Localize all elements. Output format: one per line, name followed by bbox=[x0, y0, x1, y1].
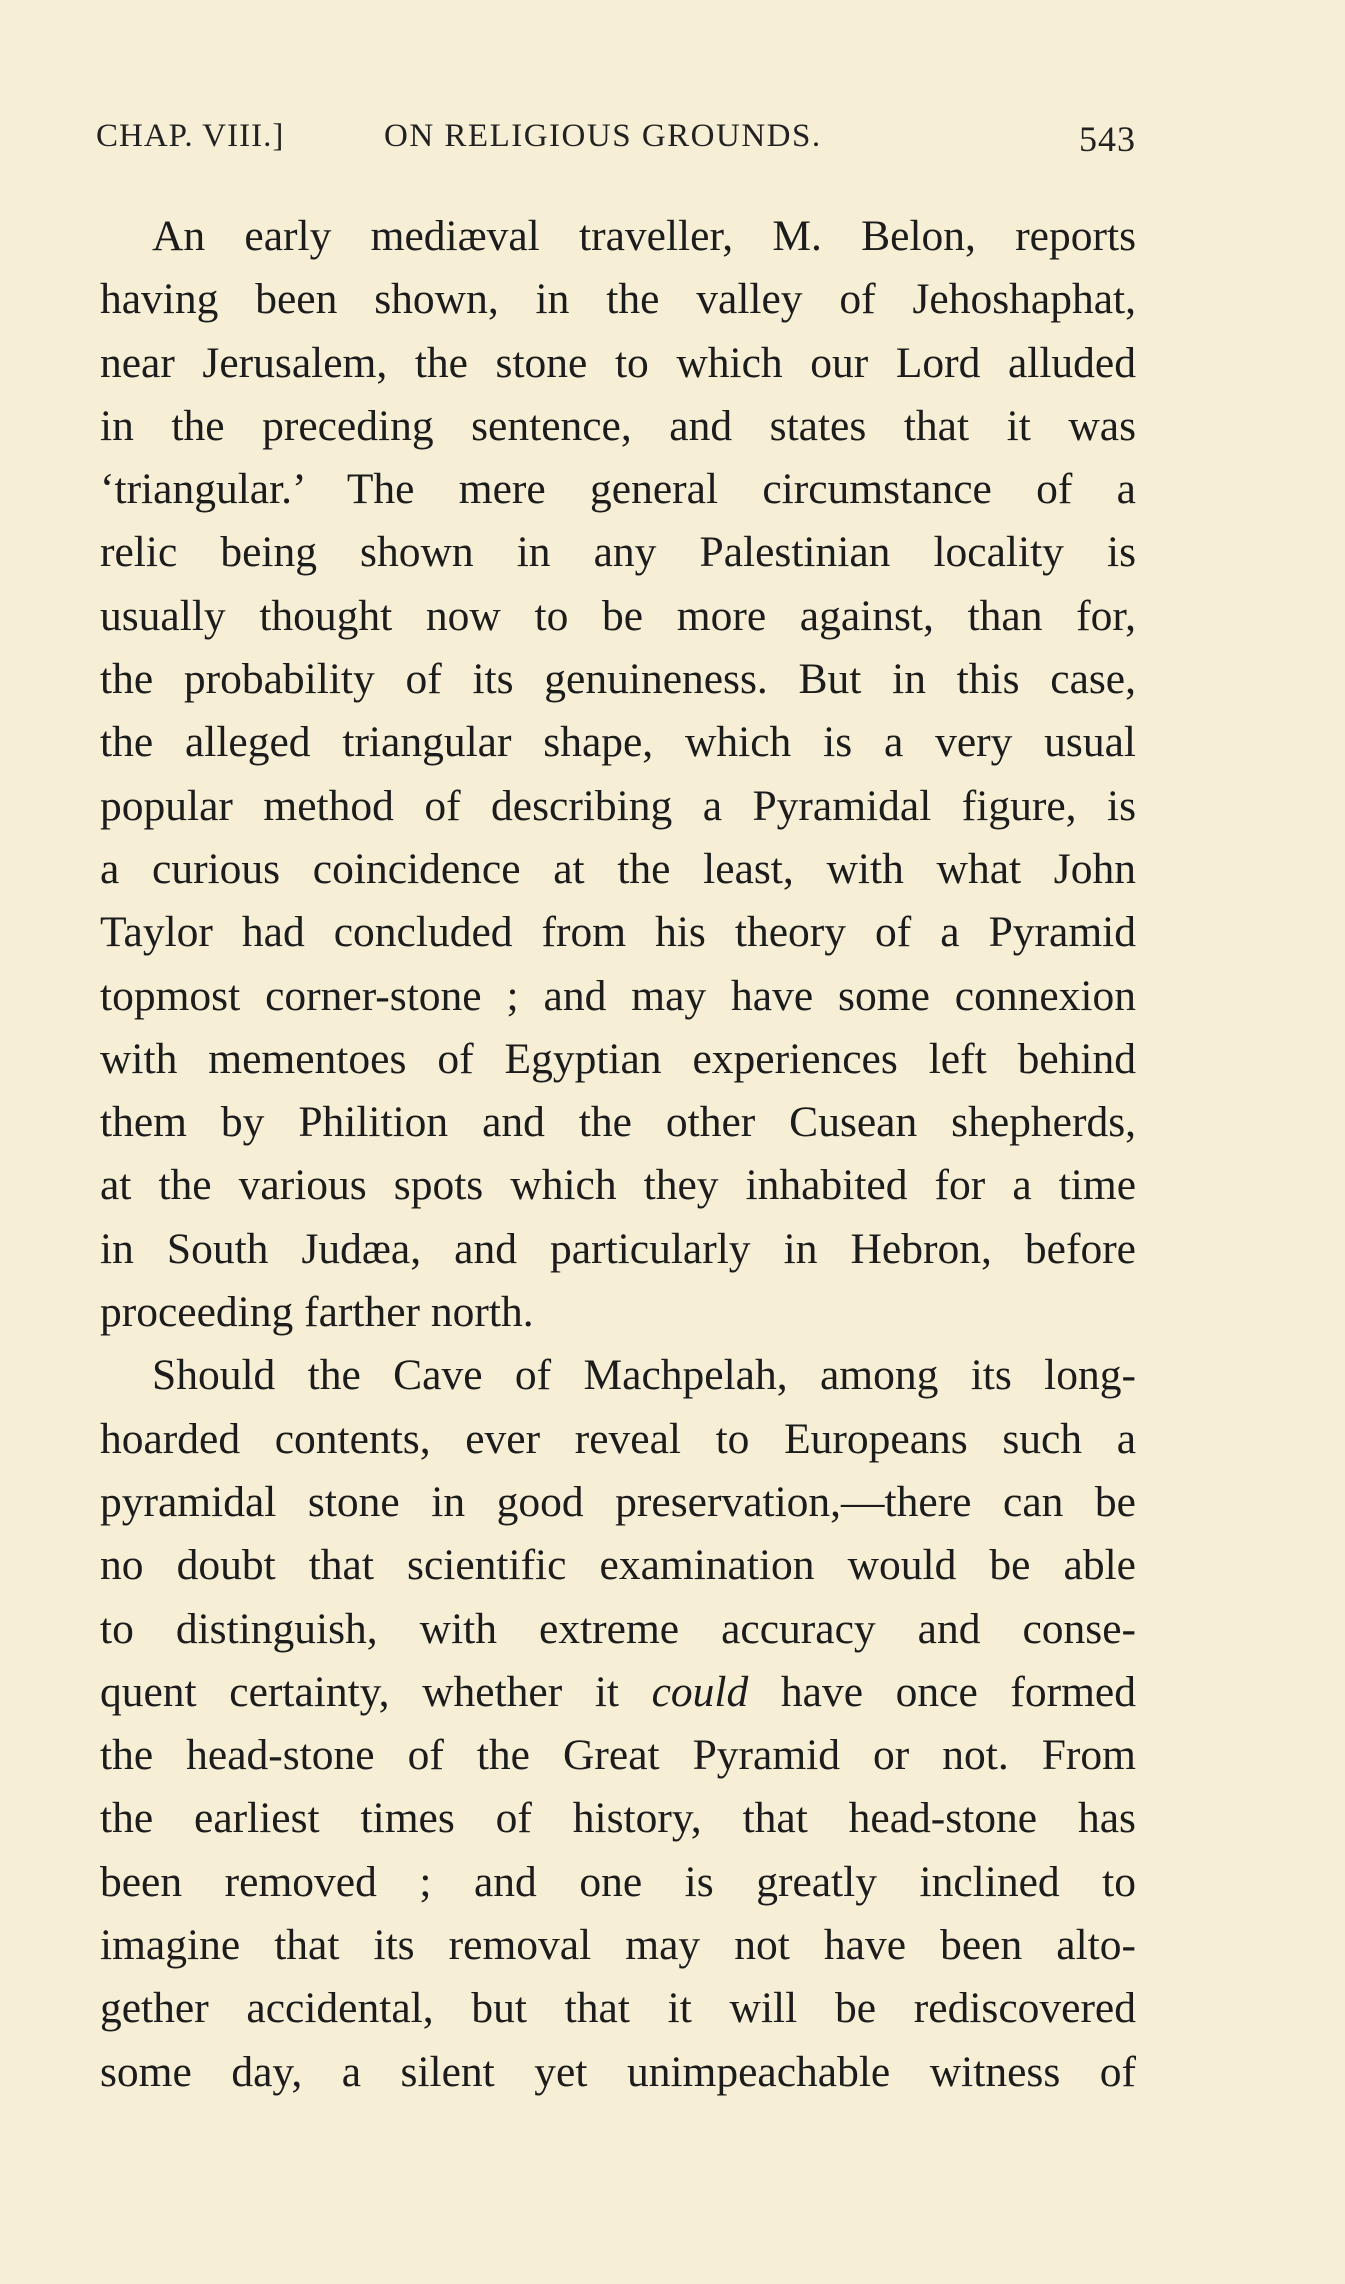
text-line: hoarded contents, ever reveal to Europeans such a bbox=[100, 1414, 1136, 1463]
chapter-label: CHAP. VIII.] bbox=[96, 118, 285, 154]
text-line: An early mediæval traveller, M. Belon, reports bbox=[152, 212, 1136, 260]
page-number: 543 bbox=[1079, 119, 1136, 159]
text-line: at the various spots which they inhabited for a time bbox=[100, 1161, 1136, 1210]
text-line: the head-stone of the Great Pyramid or not. From bbox=[100, 1731, 1136, 1780]
body-text bbox=[100, 205, 1136, 2104]
text-line: no doubt that scientific examination would be able bbox=[100, 1541, 1136, 1590]
text-line: popular method of describing a Pyramidal figure, is bbox=[100, 781, 1136, 830]
text-line: pyramidal stone in good preservation,—there can be bbox=[100, 1477, 1136, 1526]
text-line: gether accidental, but that it will be rediscovered bbox=[100, 1984, 1136, 2033]
text-line: proceeding farther north. bbox=[100, 1288, 534, 1337]
text-line: Should the Cave of Machpelah, among its long- bbox=[152, 1351, 1136, 1400]
text-line: the alleged triangular shape, which is a very usual bbox=[100, 718, 1136, 767]
running-header bbox=[96, 118, 1136, 168]
text-line: ‘triangular.’ The mere general circumstance of a bbox=[100, 465, 1136, 514]
text-line: the earliest times of history, that head-stone has bbox=[100, 1794, 1136, 1843]
text-line: topmost corner-stone ; and may have some connexion bbox=[100, 971, 1136, 1020]
text-line: having been shown, in the valley of Jehoshaphat, bbox=[100, 275, 1136, 324]
italic-word: could bbox=[651, 1667, 749, 1716]
text-line: usually thought now to be more against, than for, bbox=[100, 591, 1136, 640]
running-title: ON RELIGIOUS GROUNDS. bbox=[384, 118, 822, 154]
text-line-with-italic bbox=[100, 1661, 1136, 1724]
text-line: imagine that its removal may not have been alto- bbox=[100, 1921, 1136, 1970]
text-line: them by Philition and the other Cusean shepherds, bbox=[100, 1098, 1136, 1147]
text-line: Taylor had concluded from his theory of a Pyramid bbox=[100, 908, 1136, 957]
text-line: a curious coincidence at the least, with what John bbox=[100, 844, 1136, 893]
text-line: to distinguish, with extreme accuracy and conse- bbox=[100, 1604, 1136, 1653]
text-line: some day, a silent yet unimpeachable witness of bbox=[100, 2047, 1136, 2096]
text-line: the probability of its genuineness. But in this case, bbox=[100, 655, 1136, 704]
text-line: with mementoes of Egyptian experiences left behind bbox=[100, 1034, 1136, 1083]
text-line: relic being shown in any Palestinian locality is bbox=[100, 528, 1136, 577]
text-fragment: quent certainty, whether it bbox=[100, 1667, 652, 1716]
text-line: near Jerusalem, the stone to which our Lord alluded bbox=[100, 338, 1136, 387]
text-line: in the preceding sentence, and states that it was bbox=[100, 401, 1136, 450]
text-fragment: have once formed bbox=[748, 1667, 1136, 1716]
text-line: been removed ; and one is greatly inclined to bbox=[100, 1857, 1136, 1906]
text-line: in South Judæa, and particularly in Hebron, before bbox=[100, 1224, 1136, 1273]
